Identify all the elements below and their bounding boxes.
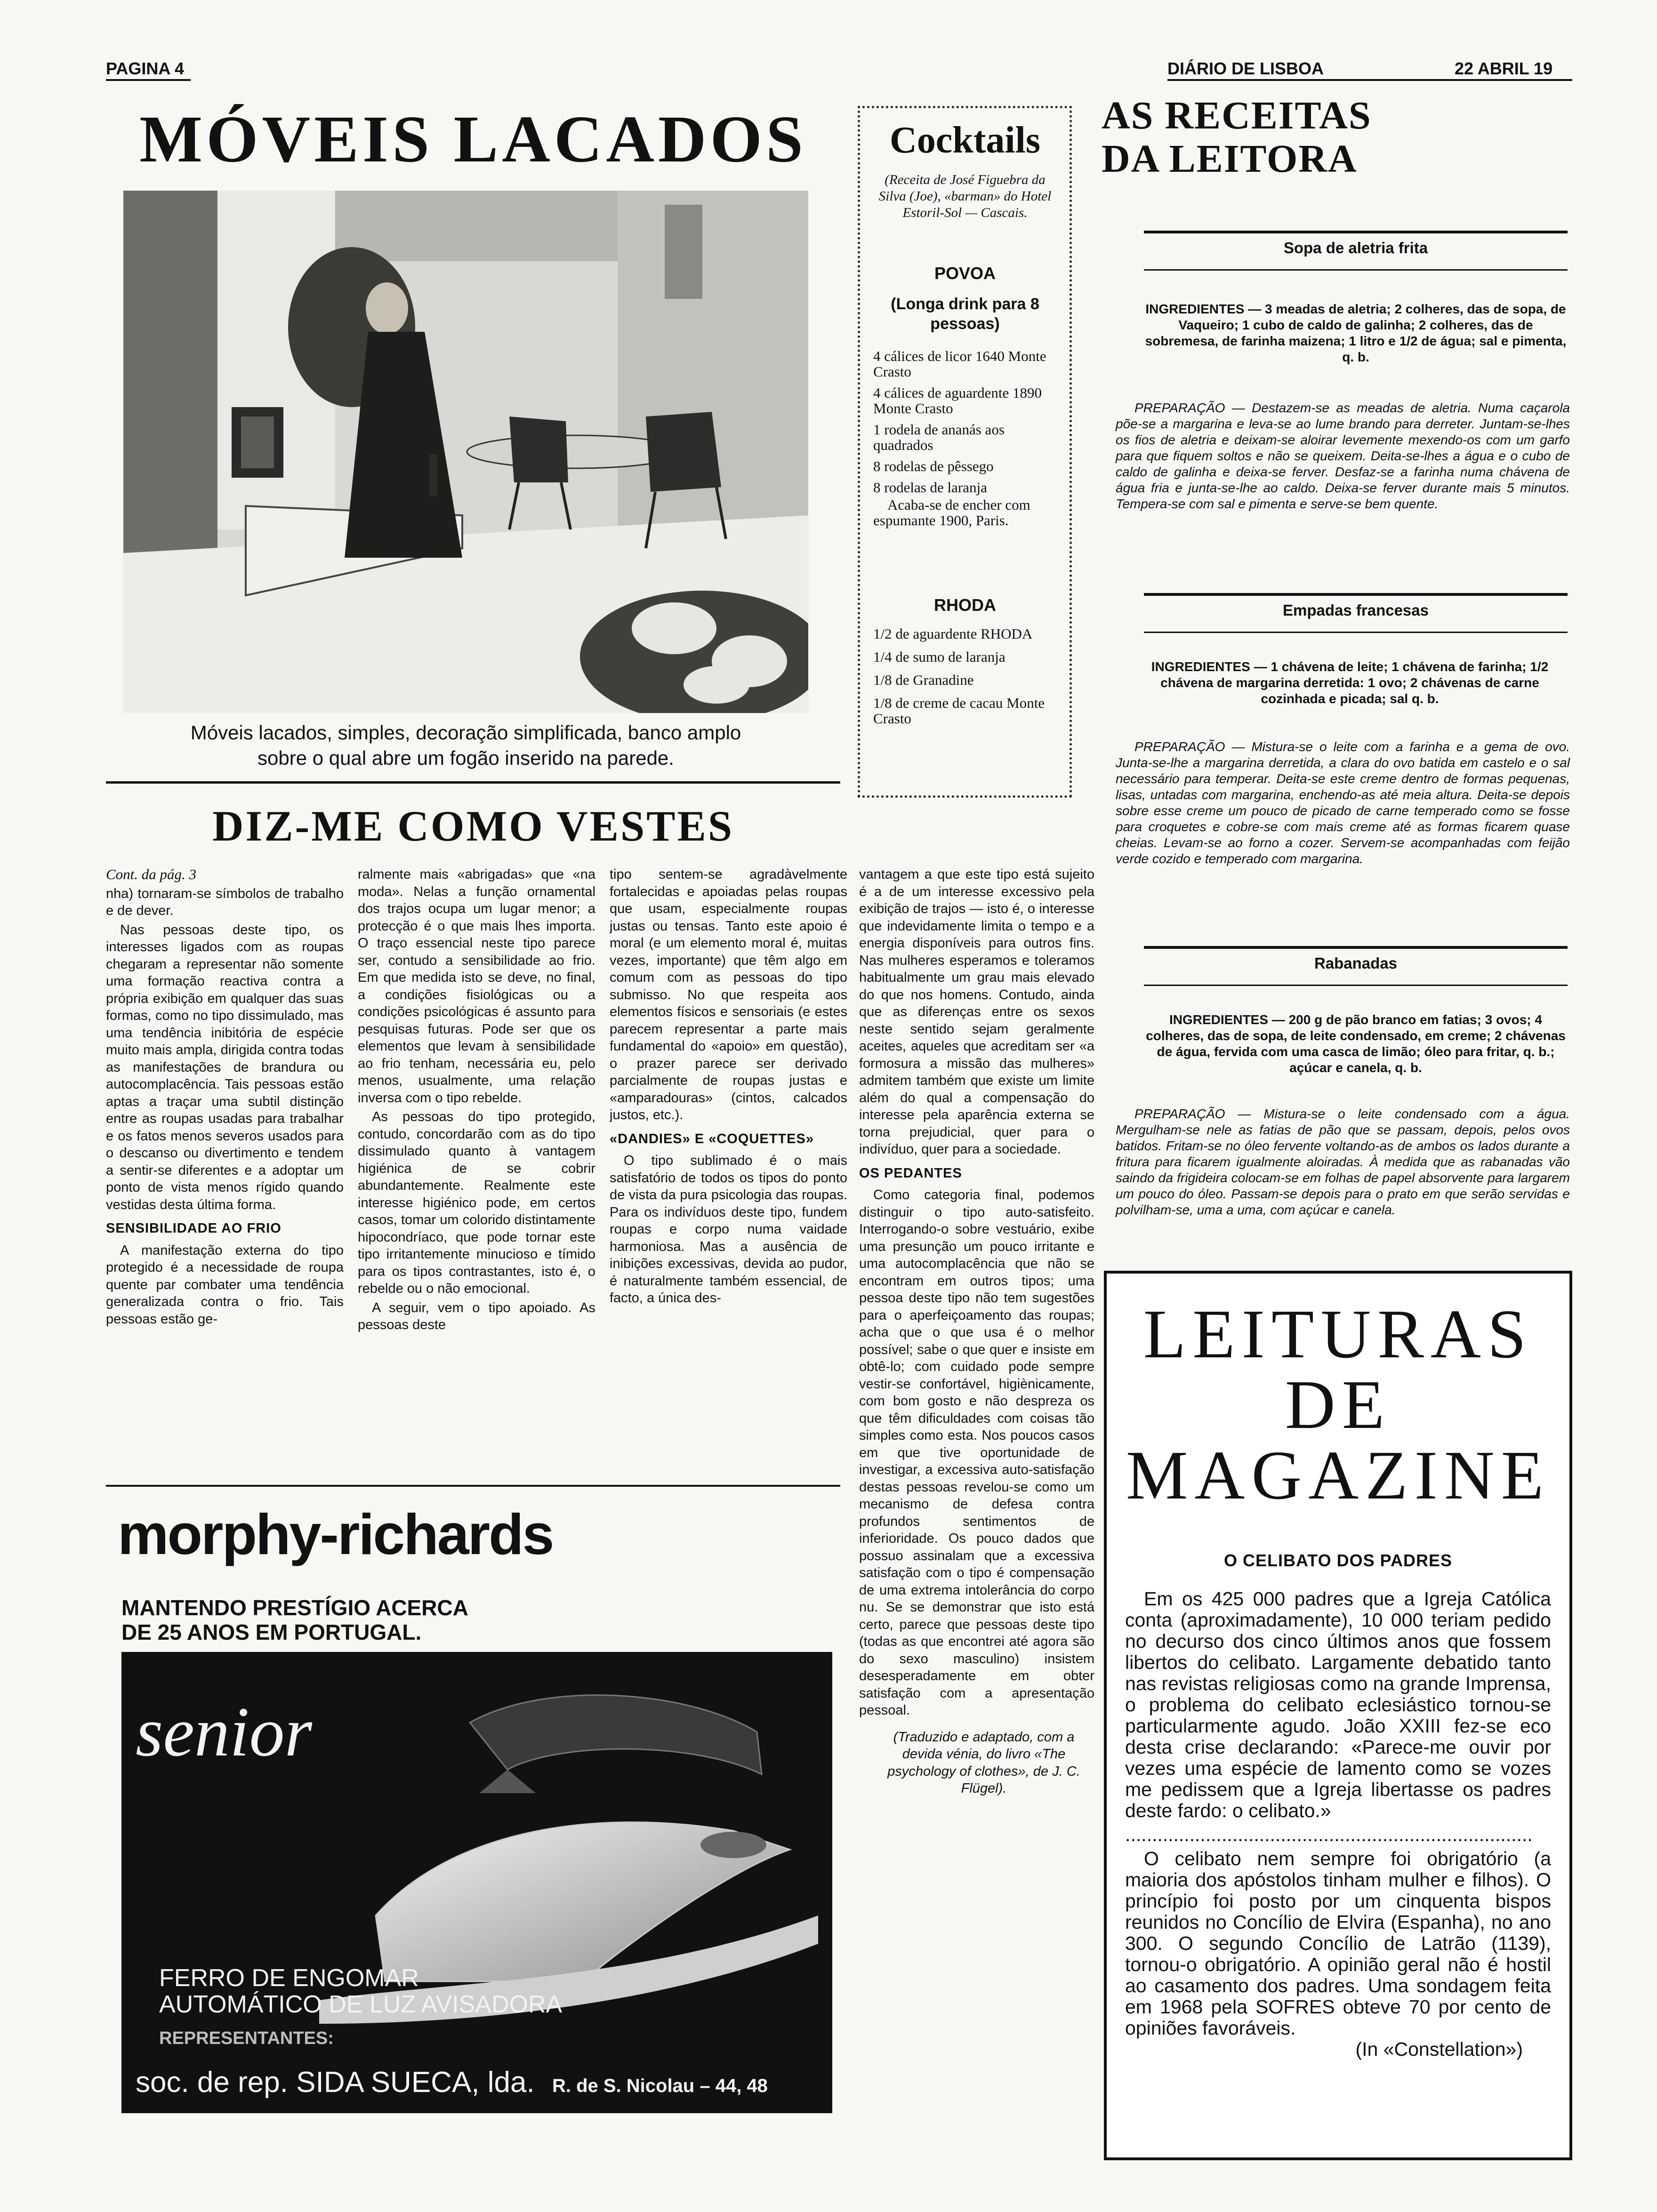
leituras-source: (In «Constellation») <box>1355 2038 1523 2060</box>
recipe-preparation: PREPARAÇÃO — Mistura-se o leite condensado com a água. Mergulham-se nele as fatias de pão que se passam, depois, pelos ovos batidos. Fritam-se no óleo fervente voltando-as de ambos os lados durante a fritura para ficarem igualmente aloiradas. À medida que as rabanadas vão saindo da frigideira colocam-se em folhas de papel absorvente para largarem um pouco do óleo. Passam-se depois para o prato em que serão servidas e polvilham-se, uma a uma, com açúcar e canela. <box>1116 1106 1570 1217</box>
recipe-ingredients: INGREDIENTES — 3 meadas de aletria; 2 colheres, das de sopa, de Vaqueiro; 1 cubo de caldo de galinha; 2 colheres, das de sobremesa, de farinha maizena; 1 litro e 1/2 de água; sal e pimenta, q. b. <box>1145 302 1567 364</box>
header-rule <box>1167 79 1572 81</box>
rhoda-item: 1/4 de sumo de laranja <box>873 649 1005 665</box>
ad-tagline-line-1: MANTENDO PRESTÍGIO ACERCA <box>121 1595 468 1620</box>
povoa-item: 8 rodelas de laranja <box>873 479 987 496</box>
leituras-title-line-3: MAGAZINE <box>1126 1437 1551 1514</box>
recipe-title: Rabanadas <box>1144 946 1568 972</box>
recipe-title: Sopa de aletria frita <box>1144 231 1568 257</box>
article-paragraph: A manifestação externa do tipo protegido é a necessidade de roupa quente par combater uma tendência generalizada contra o frio. Tais pessoas estão ge- <box>106 1242 344 1327</box>
povoa-item: 4 cálices de licor 1640 Monte Crasto <box>873 348 1046 380</box>
ad-model-name: senior <box>136 1693 312 1771</box>
leituras-title-line-1: LEITURAS <box>1143 1296 1533 1373</box>
article-subhead: OS PEDANTES <box>859 1165 962 1181</box>
ad-company: soc. de rep. SIDA SUECA, lda. <box>136 2066 535 2099</box>
article-subhead: «DANDIES» E «COQUETTES» <box>610 1131 814 1146</box>
rhoda-item: 1/8 de Granadine <box>873 672 974 688</box>
rhoda-title: RHODA <box>934 595 996 615</box>
page-number-underline <box>106 79 191 81</box>
issue-date: 22 ABRIL 19 <box>1455 59 1553 78</box>
povoa-subtitle: (Longa drink para 8 pessoas) <box>891 295 1039 333</box>
article-column-1 <box>106 866 344 1473</box>
ad-image-panel <box>121 1652 832 2113</box>
ad-company-line <box>136 2066 823 2102</box>
leituras-paragraph: Em os 425 000 padres que a Igreja Católica conta (aproximadamente), 10 000 teriam pedido no decurso dos cinco últimos anos que fossem libertos do celibato. Largamente debatido tanto nas revistas religiosas como na grande Imprensa, o problema do celibato eclesiástico tornou-se particularmente agudo. João XXIII fez-se eco desta crise declarando: «Parece-me ouvir por vezes uma espécie de lamento como se vozes me pedissem que a Igreja libertasse os padres deste fardo: o celibato.» <box>1125 1588 1551 1821</box>
povoa-item: 8 rodelas de pêssego <box>873 458 994 474</box>
article-paragraph: nha) tornaram-se símbolos de trabalho e de dever. <box>106 886 344 918</box>
ad-product-line-1: FERRO DE ENGOMAR <box>159 1964 419 1992</box>
rhoda-list <box>873 626 1062 726</box>
ad-representatives: REPRESENTANTES: <box>159 2028 334 2048</box>
ad-tagline-line-2: DE 25 ANOS EM PORTUGAL. <box>121 1620 422 1644</box>
continuation-note: Cont. da pág. 3 <box>106 866 197 882</box>
caption-line-2: sobre o qual abre um fogão inserido na parede. <box>257 747 674 769</box>
leituras-body <box>1125 1588 1551 2060</box>
article-paragraph: vantagem a que este tipo está sujeito é a de um interesse excessivo pela exibição de trajos — isto é, o interesse que indevidamente limita o tempo e a energia disponíveis para outros fins. Nas mulheres esperamos e toleramos habitualmente um grau mais elevado do que nos homens. Contudo, ainda que as diferenças entre os sexos neste sentido sejam geralmente aceites, aqueles que acreditam ser «a formosura a missão das mulheres» admitem também que existe um limite além do qual a compensação do interesse pela aparência externa se torna prejudicial, quer para o indivíduo, quer para a sociedade. <box>859 867 1094 1157</box>
article-paragraph: Como categoria final, podemos distinguir o tipo auto-satisfeito. Interrogando-o sobre vestuário, exibe uma presunção um pouco irritante e uma autocomplacência que não se encontram em outros tipos; uma pessoa deste tipo não tem sugestões para o aperfeiçoamento das roupas; acha que o que usa é o melhor possível; sabe o que quer e insiste em obtê-lo; com cuidado pode sempre vestir-se confortável, higiènicamente, com bom gosto e não despreza os que têm dificuldades com coisas tão simples como esta. Nos poucos casos em que tive oportunidade de investigar, a excessiva auto-satisfação destas pessoas revelou-se como um mecanismo de defesa contra profundos sentimentos de inferioridade. Os pouco dados que possuo assinalam que a excessiva satisfação com o tipo é compensação de uma extrema intolerância do corpo nu. Se se demonstrar que isto está certo, parece que pessoas deste tipo (todas as que encontrei até agora são do sexo masculino) insistem desesperadamente em obter satisfação com a apresentação pessoal. <box>859 1187 1094 1718</box>
leituras-separator: ............................................................................ <box>1125 1824 1533 1845</box>
recipe-preparation: PREPARAÇÃO — Destazem-se as meadas de aletria. Numa caçarola põe-se a margarina e leva-se ao lume brando para derreter. Juntam-se-lhes os fios de aletria e deixam-se aloirar levemente mexendo-os com um garfo para que fiquem soltos e não se queixem. Deita-se-lhes a água e o cubo de caldo de galinha e deixa-se ferver. Desfaz-se a farinha numa chávena de água fria e junta-se-lhe ao caldo. Deixa-se ferver durante mais 5 minutos. Tempera-se com sal e pimenta e serve-se bem quente. <box>1116 401 1570 511</box>
povoa-item: 4 cálices de aguardente 1890 Monte Crasto <box>873 385 1042 417</box>
povoa-title: POVOA <box>934 264 996 283</box>
cocktails-credit: (Receita de José Figuebra da Silva (Joe), «barman» do Hotel Estoril-Sol — Cascais. <box>878 172 1052 220</box>
povoa-list <box>873 348 1062 528</box>
caption-line-1: Móveis lacados, simples, decoração simplificada, banco amplo <box>190 721 741 744</box>
article-paragraph: tipo sentem-se agradàvelmente fortalecidas e apoiadas pelas roupas que usam, especialmente roupas justas ou tensas. Tanto este apoio é moral (e um elemento moral é, muitas vezes, importante) que têm algo em comum com as pessoas do tipo submisso. No que respeita aos elementos físicos e sensoriais (e estes parecem representar a parte mais fundamental do «apoio» em questão), o prazer parece ser derivado parcialmente de roupas justas e «amparadouras» (cintos, calcados justos, etc.). <box>610 867 847 1122</box>
ad-product <box>159 1965 562 2018</box>
leituras-title <box>1116 1296 1560 1514</box>
ad-product-line-2: AUTOMÁTICO DE LUZ AVISADORA <box>159 1991 563 2018</box>
article-paragraph: O tipo sublimado é o mais satisfatório de todos os tipos do ponto de vista da pura psicologia das roupas. Para os indivíduos deste tipo, fundem roupas e corpo numa vaidade harmoniosa. Mas a ausência de inibições excessivas, devida ao pudor, é naturalmente também essencial, de facto, a única des- <box>610 1153 847 1306</box>
article-subhead: SENSIBILIDADE AO FRIO <box>106 1221 282 1236</box>
page-number: PAGINA 4 <box>106 59 185 78</box>
article-column-3 <box>610 866 847 1473</box>
article-column-2 <box>358 866 595 1473</box>
povoa-item: Acaba-se de encher com espumante 1900, Paris. <box>873 497 1030 529</box>
ad-address: R. de S. Nicolau – 44, 48 <box>552 2076 768 2096</box>
cocktails-title: Cocktails <box>890 120 1040 161</box>
article-paragraph: A seguir, vem o tipo apoiado. As pessoas deste <box>358 1300 595 1332</box>
article-column-4 <box>859 866 1094 1996</box>
receitas-title-line-2: DA LEITORA <box>1102 137 1358 181</box>
recipe-title-rule <box>1144 632 1568 633</box>
ad-tagline <box>121 1595 468 1644</box>
recipe-ingredients: INGREDIENTES — 1 chávena de leite; 1 chávena de farinha; 1/2 chávena de margarina derretida: 1 ovo; 2 chávenas de carne cozinhada e picada; sal q. b. <box>1151 659 1549 706</box>
recipe-title-rule <box>1144 269 1568 271</box>
article-bottom-rule <box>106 1485 840 1487</box>
moveis-caption <box>123 720 808 771</box>
moveis-photo <box>123 191 808 713</box>
leituras-paragraph: O celibato nem sempre foi obrigatório (a maioria dos apóstolos tinham mulher e filhos). O princípio foi posto por um cinquenta bispos reunidos no Concílio de Elvira (Espanha), no ano 300. O segundo Concílio de Latrão (1139), tornou-o obrigatório. A opinião geral não é hostil ao casamento dos padres. Uma sondagem feita em 1968 pela SOFRES obteve 70 por cento de opiniões favoráveis. <box>1125 1848 1551 2039</box>
recipe-ingredients: INGREDIENTES — 200 g de pão branco em fatias; 3 ovos; 4 colheres, das de sopa, de leite condensado, em creme; 2 chávenas de água, fervida com uma casca de limão; óleo para fritar, q. b.; açúcar e canela, q. b. <box>1146 1012 1566 1075</box>
receitas-title-line-1: AS RECEITAS <box>1102 94 1372 137</box>
article-source: (Traduzido e adaptado, com a devida vénia, do livro «The psychology of clothes», de J. C. Flügel). <box>887 1729 1080 1796</box>
room-illustration <box>123 191 808 713</box>
newspaper-name: DIÁRIO DE LISBOA <box>1167 59 1324 78</box>
recipe-title: Empadas francesas <box>1144 593 1568 619</box>
article-paragraph: Nas pessoas deste tipo, os interesses ligados com as roupas chegaram a representar não somente uma formação reactiva contra a própria exibição em qualquer das suas formas, como no tipo dissimulado, mas uma tendência inibitória de espécie muito mais ampla, dirigida contra todas as manifestações de brandura ou autocomplacência. Tais pessoas estão aptas a traçar uma subtil distinção entre as roupas usadas para trabalhar e os fatos menos severos usados para o descanso ou divertimento e tendem a sentir-se diferentes e a adoptar um ponto de vista menos rígido quando vestidas desta última forma. <box>106 922 344 1212</box>
recipe-title-rule <box>1144 985 1568 986</box>
receitas-title <box>1102 94 1525 181</box>
moveis-bottom-rule <box>106 781 840 784</box>
leituras-title-line-2: DE <box>1285 1366 1392 1443</box>
article-paragraph: As pessoas do tipo protegido, contudo, concordarão com as do tipo dissimulado quanto à vantagem higiénica de se cobrir abundantemente. Realmente este interesse higiénico pode, em certos casos, tomar um colorido distintamente hipocondríaco, que pode tornar este tipo irritantemente minucioso e tímido para os tipos contrastantes, isto é, o rebelde ou o não emocional. <box>358 1109 595 1296</box>
rhoda-item: 1/2 de aguardente RHODA <box>873 625 1033 642</box>
article-title: DIZ-ME COMO VESTES <box>212 802 734 850</box>
article-paragraph: ralmente mais «abrigadas» que «na moda». Nelas a função ornamental dos trajos ocupa um lugar menor; a protecção é o que mais lhes importa. O traço essencial neste tipo parece ser, contudo a sensibilidade ao frio. Em que medida isto se deve, no final, a condições fisiológicas ou a condições psicológicas é assunto para pesquisas futuras. Pode ser que os elementos que levam à sensibilidade ao frio tenham, necessária eu, pelo menos, usualmente, uma relação inversa com o tipo rebelde. <box>358 867 595 1106</box>
leituras-subtitle: O CELIBATO DOS PADRES <box>1223 1551 1453 1570</box>
povoa-item: 1 rodela de ananás aos quadrados <box>873 421 1005 453</box>
recipe-preparation: PREPARAÇÃO — Mistura-se o leite com a farinha e a gema de ovo. Junta-se-lhe a margarina derretida, a clara do ovo batida em castelo e o sal necessário para temperar. Deita-se este creme dentro de formas pequenas, lisas, untadas com margarina, enchendo-as até meia altura. Deita-se depois sobre esse creme um pouco de picado de carne temperado como se fosse para croquetes e cobre-se com mais creme até as formas ficarem quase cheias. Levam-se ao forno a cozer. Servem-se acompanhadas com feijão verde cozido e temperado com margarina. <box>1116 739 1570 866</box>
ad-brand: morphy-richards <box>118 1502 553 1566</box>
moveis-title: MÓVEIS LACADOS <box>139 102 807 176</box>
rhoda-item: 1/8 de creme de cacau Monte Crasto <box>873 695 1045 727</box>
